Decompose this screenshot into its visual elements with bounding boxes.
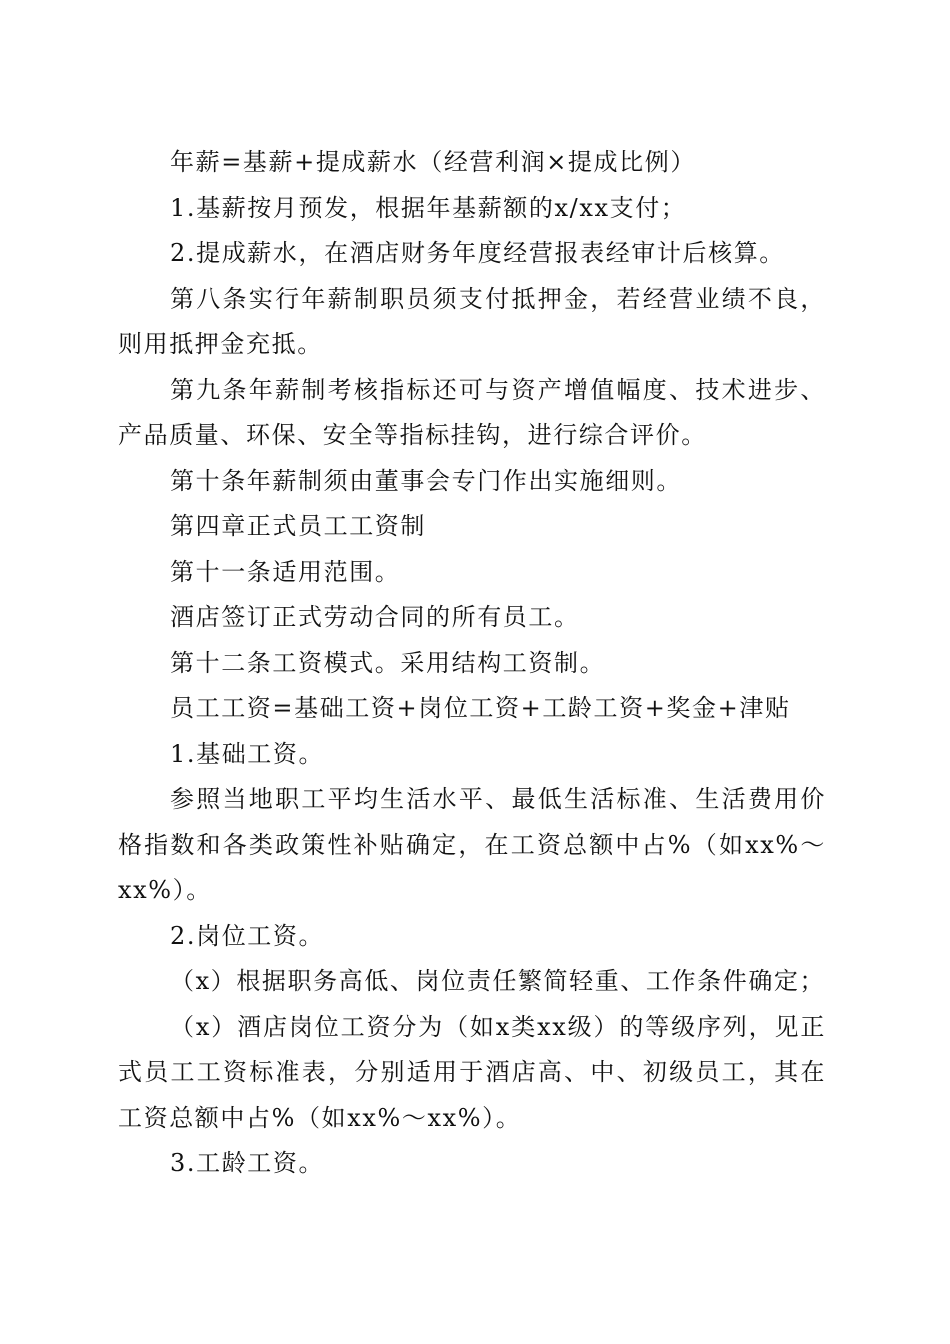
document-page [118,140,826,1187]
formula-employee-salary: 员工工资=基础工资+岗位工资+工龄工资+奖金+津贴 [170,694,791,722]
position-wage-point-2: （x）酒店岗位工资分为（如x类xx级）的等级序列，见正式员工工资标准表，分别适用于酒店高、中、初级员工，其在工资总额中占%（如xx%～xx%）。 [118,1012,826,1132]
formula-annual-salary: 年薪=基薪+提成薪水（经营利润×提成比例） [170,148,696,176]
article-10: 第十条年薪制须由董事会专门作出实施细则。 [170,466,682,495]
position-wage-point-1: （x）根据职务高低、岗位责任繁简轻重、工作条件确定； [170,967,826,995]
item-seniority-wage: 3.工龄工资。 [170,1149,325,1177]
article-12: 第十二条工资模式。采用结构工资制。 [170,648,606,677]
article-9: 第九条年薪制考核指标还可与资产增值幅度、技术进步、产品质量、环保、安全等指标挂钩，进行综合评价。 [118,375,826,449]
item-base-salary: 1.基薪按月预发，根据年基薪额的x/xx支付； [170,193,687,222]
article-8: 第八条实行年薪制职员须支付抵押金，若经营业绩不良，则用抵押金充抵。 [118,284,826,358]
item-position-wage: 2.岗位工资。 [170,921,325,950]
item-commission: 2.提成薪水，在酒店财务年度经营报表经审计后核算。 [170,239,785,267]
item-basic-wage: 1.基础工资。 [170,739,325,768]
article-11: 第十一条适用范围。 [170,557,401,586]
basic-wage-description: 参照当地职工平均生活水平、最低生活标准、生活费用价格指数和各类政策性补贴确定，在工资总额中占%（如xx%～xx%）。 [118,785,826,904]
chapter-4-heading: 第四章正式员工工资制 [170,512,426,540]
article-11-scope: 酒店签订正式劳动合同的所有员工。 [170,603,580,631]
